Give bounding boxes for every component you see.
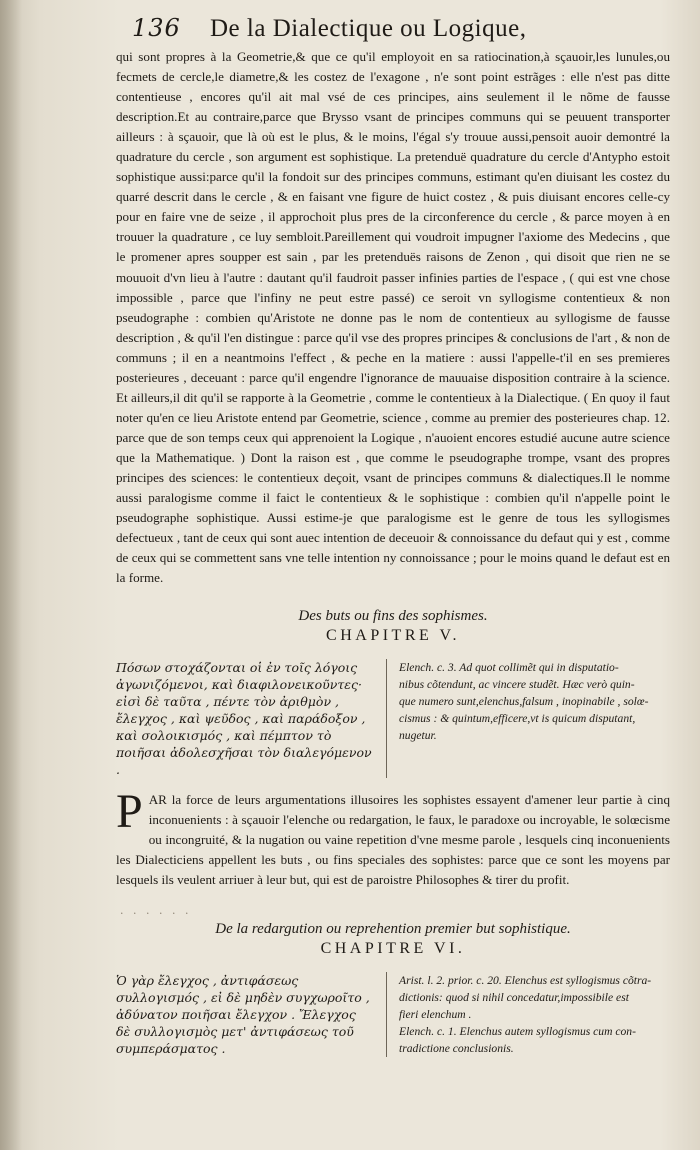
latin-note-line: tradictione conclusionis. — [399, 1041, 514, 1055]
dropcap-paragraph — [116, 785, 670, 890]
chapter-heading-vi: CHAPITRE VI. — [320, 939, 466, 957]
latin-note-line: cismus : & quintum,efficere,vt is quicum disputant, — [399, 712, 636, 726]
main-text-block — [116, 47, 670, 588]
latin-note — [399, 972, 670, 1057]
chapter-heading-v: CHAPITRE V. — [326, 627, 460, 645]
ornament-divider: · · · · · · — [120, 906, 192, 920]
greek-quote: Ὁ γὰρ ἔλεγχος , ἀντιφάσεως συλλογισμός , εἰ δὲ μηδὲν συγχωροῖτο , ἀδύνατον ποιῆσαι ἔλεγχον . Ἔλεγχος δὲ συλλογισμὸς μετ' ἀντιφάσεως τοῦ συμπεράσματος . — [116, 972, 370, 1056]
latin-note — [399, 659, 670, 744]
column-divider — [386, 659, 387, 778]
latin-note-line: nugetur. — [399, 729, 437, 743]
quote-row-vi — [116, 972, 670, 1057]
section-title-buts: Des buts ou fins des sophismes. — [298, 608, 488, 625]
latin-note-line: Arist. l. 2. prior. c. 20. Elenchus est syllogismus cõtra- — [399, 973, 652, 987]
page-number: 136 — [132, 14, 181, 42]
latin-note-line: nibus cõtendunt, ac vincere studẽt. Hæc verò quin- — [399, 678, 635, 692]
paragraph-text: AR la force de leurs argumentations illusoires les sophistes essayent d'amener leur partie à cinq inconuenients : à sçauoir l'elenche ou redargation, le faux, le paradoxe ou incroyable, le solœcisme ou incongruité, & la nugation ou vaine repetition d'vne mesme parole , lesquels cinq inconuenients les Dialecticiens appellent les buts , ou fins speciales des sophistes: parce que ce sont les moyens par lesquels ils veulent arriuer à leur but, qui est de paroistre Philosophes & tirer du profit. — [116, 792, 670, 888]
column-divider — [386, 972, 387, 1057]
greek-quote: Πόσων στοχάζονται οἱ ἐν τοῖς λόγοις ἀγωνιζόμενοι, καὶ διαφιλονεικοῦντες· εἰσὶ δὲ ταῦτα , πέντε τὸν ἀριθμὸν , ἔλεγχος , καὶ ψεῦδος , καὶ παράδοξον , καὶ σολοικισμός , καὶ πέμπτον τὸ ποιῆσαι ἀδολεσχῆσαι τὸν διαλεγόμενον . — [116, 660, 372, 778]
body-paragraph: qui sont propres à la Geometrie,& que ce qu'il employoit en sa ratiocination,à sçauoir,les lunules,ou fecmets de cercle,le diametre,& les costez de l'exagone , n'e sont point estrãges : elle n'est pas ditte contentieuse , encores qu'il ait mal vsé de ces principes, ains seulement il le nõme de fausse description.Et au contraire,parce que Brysso vsant de principes communs qui se peuuent transporter ailleurs : à sçauoir, que là où est le plus, & le moins, l'égal s'y trouue aussi,pensoit auoir demontré la quadrature du cercle , son argument est sophistique. La pretenduë quadrature du cercle d'Antypho estoit sophistique aussi:parce qu'il la fondoit sur des principes communs, estimant qu'en diuisant les costez du quarré descrit dans le cercle , & en faisant vne figure de huict costez , & puis diuisant encores celle-cy pour en faire vne de seize , il approchoit plus pres de la circonference du cercle , & parce moyen à en trouuer la quadrature , ce luy sembloit.Pareillement qui voudroit impugner l'axiome des Medecins , que le promener apres soupper est sain , par les pretenduës raisons de Zenon , qui disoit que rien ne se mouuoit d'vn lieu à l'autre : dautant qu'il faudroit passer infinies parties de l'espace , ( qui est vne chose impossible , parce que l'infiny ne peut estre passé) ce seroit vn syllogisme contentieux & non pseudographe : combien qu'Aristote ne donne pas le nom de contentieux au syllogisme de fausse description , & qu'il l'en distingue : parce qu'il vse des propres principes & conclusions de l'art , & non de communs ; il en a neantmoins l'effect , & peche en la matiere : aussi l'appelle-t'il en ses premieres posterieures , deceuant : parce qu'il engendre l'ignorance de mauuaise disposition contraire à la science. Et ailleurs,il dit qu'il se rapporte à la Geometrie , comme le contentieux à la Dialectique. ( En quoy il faut noter qu'en ce lieu Aristote entend par Geometrie, science , comme au premier des posterieures chap. 12. parce que de son temps ceux qui apprenoient la Logique , n'auoient encores estudié aucune autre science que la Mathematique. ) Dont la raison est , que comme le pseudographe trompe, vsant des propres principes des sciences: le contentieux deçoit, vsant de principes communs & dialectiques.Il le nomme aussi paralogisme comme il faict le contentieux & le sophistique : combien qu'il n'appelle point le pseudographe sophistique. Aussi estime-je que paralogisme est le genre de tous les syllogismes defectueux , tant de ceux qui sont auec intention de deceuoir & connoissance du defaut qui y est , comme de ceux qui se commettent sans vne telle intention ny connoissance ; pour le moins quand le defaut est en la forme. — [116, 49, 670, 586]
quote-row-v — [116, 659, 670, 778]
section-title-redargution: De la redargution ou reprehention premier but sophistique. — [215, 920, 571, 937]
latin-note-line: que numero sunt,elenchus,falsum , inopinabile , solœ- — [399, 695, 649, 709]
running-head — [132, 14, 670, 43]
running-title: De la Dialectique ou Logique, — [210, 15, 527, 42]
latin-note-line: dictionis: quod si nihil concedatur,impossibile est — [399, 990, 629, 1004]
latin-note-line: Elench. c. 1. Elenchus autem syllogismus cum con- — [399, 1024, 636, 1038]
latin-note-line: Elench. c. 3. Ad quot collimẽt qui in disputatio- — [399, 661, 619, 675]
latin-note-line: fieri elenchum . — [399, 1007, 472, 1021]
drop-cap: P — [116, 785, 143, 839]
chapter-v-paragraph — [116, 785, 670, 890]
